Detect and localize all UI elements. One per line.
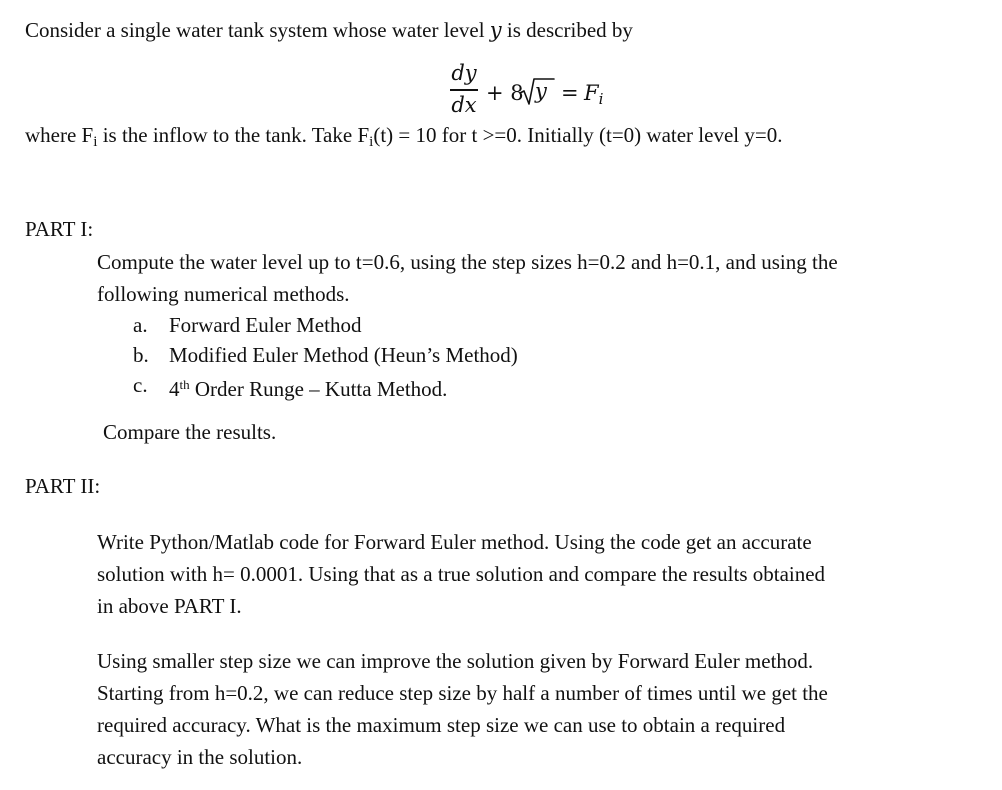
part1-compare: Compare the results. [103, 420, 277, 444]
equation-sqrt [519, 76, 555, 108]
equation-denominator: dx [451, 93, 477, 117]
equation-numerator: dy [451, 61, 477, 85]
equation-rhs [584, 81, 603, 111]
equation-fraction [449, 62, 479, 120]
part2-para2-line-1: Using smaller step size we can improve the solution given by Forward Euler method. [97, 649, 814, 673]
where-text-3: (t) = 10 for t >=0. Initially (t=0) water level y=0. [373, 123, 783, 147]
fraction-bar [450, 89, 478, 91]
intro-line [25, 18, 633, 42]
list-marker-b: b. [133, 343, 149, 367]
list-item-c-number: 4 [169, 377, 180, 402]
list-item-b: Modified Euler Method (Heun’s Method) [169, 343, 518, 367]
list-item-c-superscript: th [179, 377, 190, 392]
intro-text-before: Consider a single water tank system whose water level [25, 18, 490, 42]
part2-para1-line-1: Write Python/Matlab code for Forward Euler method. Using the code get an accurate [97, 530, 812, 554]
equation-equals: = [561, 81, 579, 105]
part1-line-2: following numerical methods. [97, 282, 350, 306]
intro-text-after: is described by [501, 18, 633, 42]
part1-heading: PART I: [25, 217, 94, 241]
where-text-2: is the inflow to the tank. Take F [97, 123, 370, 147]
intro-variable: y [489, 18, 502, 42]
where-text-1: where F [25, 123, 94, 147]
equation-rhs-symbol: F [584, 81, 599, 105]
equation-plus-coefficient: + 8 [486, 81, 524, 105]
equation-radicand: y [535, 79, 547, 103]
part2-para1-line-2: solution with h= 0.0001. Using that as a true solution and compare the results obtained [97, 562, 826, 586]
where-subscript-2: i [369, 133, 374, 150]
equation-rhs-subscript: i [598, 89, 604, 108]
part1-line-1: Compute the water level up to t=0.6, using the step sizes h=0.2 and h=0.1, and using the [97, 250, 838, 274]
part2-para2-line-3: required accuracy. What is the maximum step size we can use to obtain a required [97, 713, 786, 737]
part2-para2-line-4: accuracy in the solution. [97, 745, 303, 769]
list-item-c [169, 373, 447, 401]
list-marker-a: a. [133, 313, 148, 337]
part2-para2-line-2: Starting from h=0.2, we can reduce step size by half a number of times until we get the [97, 681, 828, 705]
list-marker-c: c. [133, 373, 148, 397]
part2-para1-line-3: in above PART I. [97, 594, 242, 618]
list-item-a: Forward Euler Method [169, 313, 362, 337]
part2-heading: PART II: [25, 474, 101, 498]
where-subscript-1: i [93, 133, 98, 150]
where-line [25, 123, 782, 154]
list-item-c-rest: Order Runge – Kutta Method. [189, 377, 448, 402]
